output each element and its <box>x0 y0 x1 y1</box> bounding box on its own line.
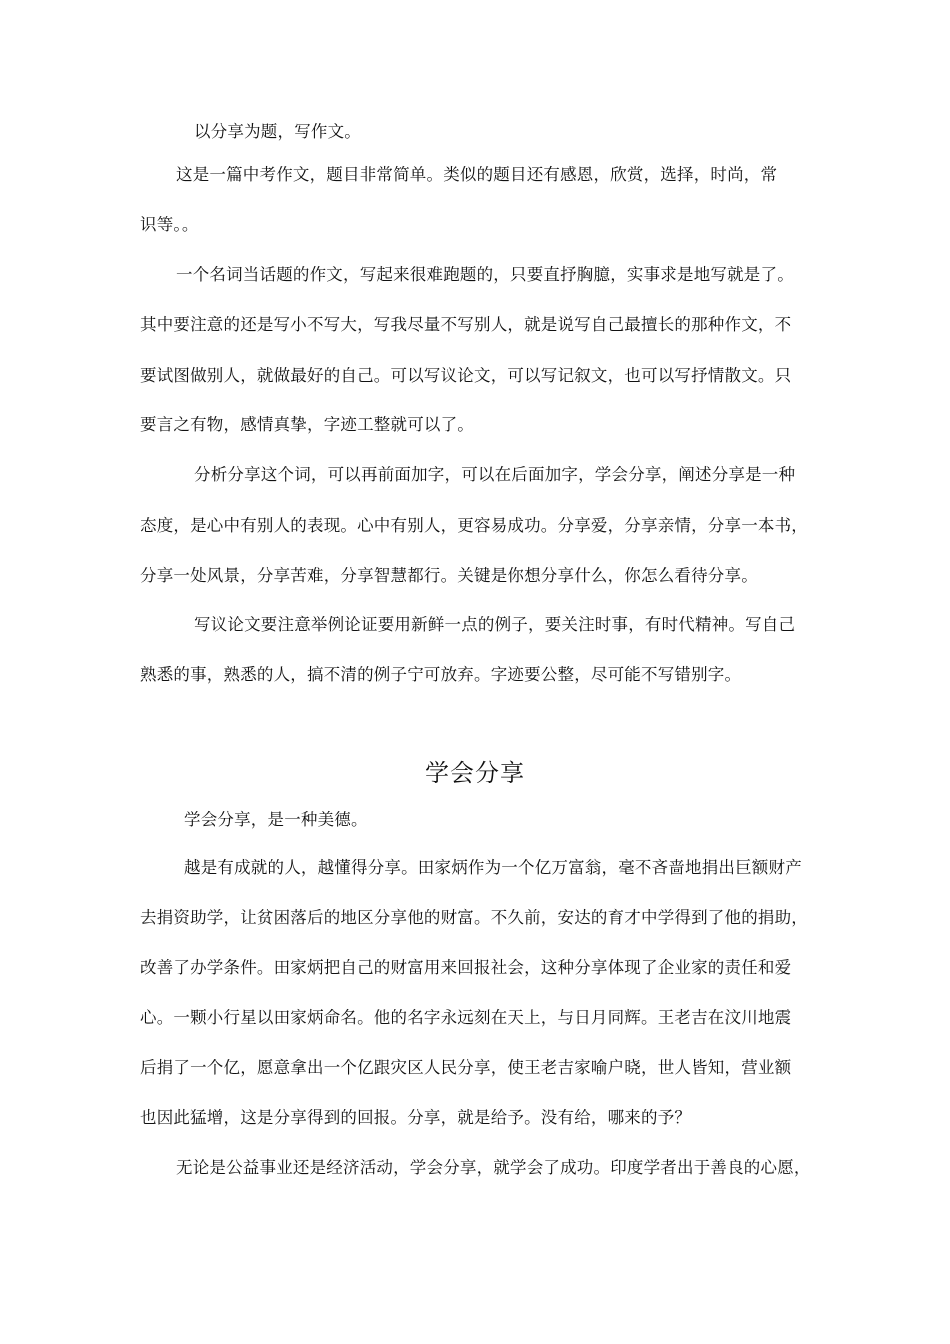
essay-title: 学会分享 <box>425 759 525 787</box>
essay-line-5: 心。一颗小行星以田家炳命名。他的名字永远刻在天上，与日月同辉。王老吉在汶川地震 <box>140 1008 792 1027</box>
essay-line-8: 无论是公益事业还是经济活动，学会分享，就学会了成功。印度学者出于善良的心愿， <box>176 1158 811 1177</box>
essay-line-6: 后捐了一个亿，愿意拿出一个亿跟灾区人民分享，使王老吉家喻户晓，世人皆知，营业额 <box>140 1058 792 1077</box>
intro-line-7: 要言之有物，感情真挚，字迹工整就可以了。 <box>140 415 474 434</box>
intro-line-9: 态度，是心中有别人的表现。心中有别人，更容易成功。分享爱，分享亲情，分享一本书， <box>140 516 808 535</box>
essay-line-1: 学会分享，是一种美德。 <box>184 810 368 829</box>
intro-line-4: 一个名词当话题的作文，写起来很难跑题的，只要直抒胸臆，实事求是地写就是了。 <box>176 265 794 284</box>
essay-line-3: 去捐资助学，让贫困落后的地区分享他的财富。不久前，安达的育才中学得到了他的捐助， <box>140 908 808 927</box>
essay-line-7: 也因此猛增，这是分享得到的回报。分享，就是给予。没有给，哪来的予？ <box>140 1108 692 1127</box>
essay-line-2: 越是有成就的人，越懂得分享。田家炳作为一个亿万富翁，毫不吝啬地捐出巨额财产 <box>184 858 802 877</box>
intro-line-5: 其中要注意的还是写小不写大，写我尽量不写别人，就是说写自己最擅长的那种作文，不 <box>140 315 792 334</box>
intro-line-10: 分享一处风景，分享苦难，分享智慧都行。关键是你想分享什么，你怎么看待分享。 <box>140 566 758 585</box>
intro-line-2: 这是一篇中考作文，题目非常简单。类似的题目还有感恩，欣赏，选择，时尚，常 <box>176 165 778 184</box>
intro-line-6: 要试图做别人，就做最好的自己。可以写议论文，可以写记叙文，也可以写抒情散文。只 <box>140 366 792 385</box>
intro-line-12: 熟悉的事，熟悉的人，搞不清的例子宁可放弃。字迹要公整，尽可能不写错别字。 <box>140 665 742 684</box>
intro-line-11: 写议论文要注意举例论证要用新鲜一点的例子，要关注时事，有时代精神。写自己 <box>194 615 796 634</box>
intro-line-3: 识等。。 <box>140 215 199 234</box>
intro-line-1: 以分享为题，写作文。 <box>194 122 361 141</box>
intro-line-8: 分析分享这个词，可以再前面加字，可以在后面加字，学会分享，阐述分享是一种 <box>194 465 796 484</box>
essay-line-4: 改善了办学条件。田家炳把自己的财富用来回报社会，这种分享体现了企业家的责任和爱 <box>140 958 792 977</box>
